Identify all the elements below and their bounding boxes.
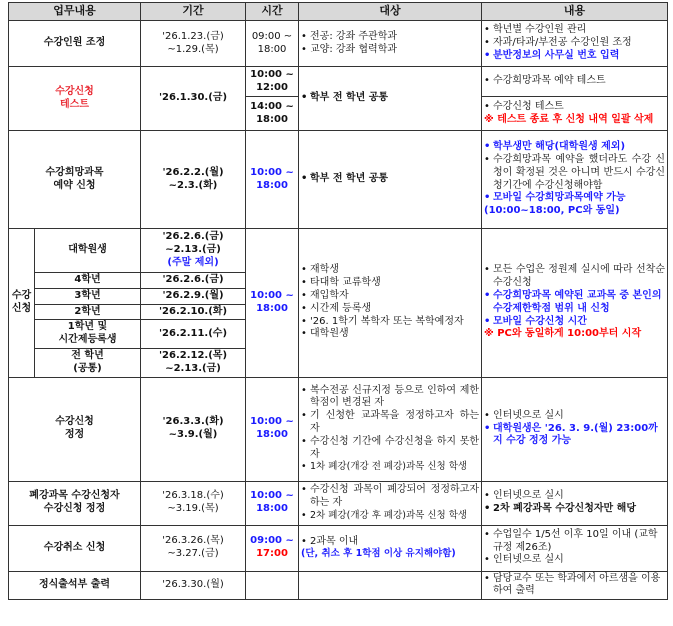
list-item: • 학년별 수강인원 관리: [484, 24, 665, 37]
task-cell: 수강신청 정정: [9, 377, 141, 481]
task-cell: 정식출석부 출력: [9, 571, 141, 600]
list-item: • 대학원생은 '26. 3. 9.(월) 23:00까지 수강 정정 가능: [484, 423, 665, 449]
list-item: • 2차 폐강과목 수강신청자만 해당: [484, 503, 665, 516]
time-cell: 14:00 ~ 18:00: [246, 97, 299, 131]
list-item: • 수강신청 과목이 폐강되어 정정하고자 하는 자: [301, 484, 479, 510]
list-item: • 타대학 교류학생: [301, 277, 479, 290]
list-item: • 모바일 수강희망과목예약 가능: [484, 192, 665, 205]
content-cell: [482, 67, 668, 97]
task-cell: 수강인원 조정: [9, 21, 141, 67]
sub-task-cell: 3학년: [35, 288, 141, 304]
list-item: • 자과/타과/부전공 수강인원 조정: [484, 37, 665, 50]
note-text: (10:00~18:00, PC와 동일): [484, 205, 620, 217]
list-item: • 2차 폐강(개강 후 폐강)과목 신청 학생: [301, 510, 479, 522]
content-cell: [482, 21, 668, 67]
list-item: • 담당교수 또는 학과에서 아르샘을 이용하여 출력: [484, 573, 665, 599]
note-text: ※ PC와 동일하게 10:00부터 시작: [484, 328, 642, 340]
period-cell: '26.2.9.(월): [141, 288, 246, 304]
sub-task-cell: 4학년: [35, 273, 141, 289]
list-item: • 수강신청 테스트: [484, 101, 665, 114]
content-cell: [482, 481, 668, 525]
content-cell: [482, 97, 668, 131]
list-item: • 전공: 강좌 주관학과: [301, 31, 479, 44]
table-row: [9, 571, 668, 600]
list-item: • 모든 수업은 정원제 실시에 따라 선착순 수강신청: [484, 264, 665, 290]
sub-task-cell: 2학년: [35, 304, 141, 320]
note-text: ※ 테스트 종료 후 신청 내역 일괄 삭제: [484, 113, 654, 125]
list-item: • '26. 1학기 복학자 또는 복학예정자: [301, 316, 479, 329]
task-cell: 폐강과목 수강신청자 수강신청 정정: [9, 481, 141, 525]
header-target: 대상: [299, 3, 482, 21]
list-item: • 재입학자: [301, 290, 479, 303]
task-cell: 수강신청 테스트: [9, 67, 141, 131]
period-cell: '26.2.12.(목) ~2.13.(금): [141, 348, 246, 377]
target-cell: [299, 131, 482, 229]
list-item: • 시간제 등록생: [301, 303, 479, 316]
header-time: 시간: [246, 3, 299, 21]
table-row: [9, 481, 668, 525]
task-cell: 수강취소 신청: [9, 525, 141, 571]
time-cell: 10:00 ~ 18:00: [246, 481, 299, 525]
list-item: • 모바일 수강신청 시간: [484, 316, 665, 329]
list-item: • 수강신청 기간에 수강신청을 하지 못한 자: [301, 436, 479, 462]
period-cell: '26.2.11.(수): [141, 320, 246, 349]
table-row: [9, 21, 668, 67]
time-cell: 10:00 ~ 18:00: [246, 229, 299, 378]
list-item: • 기 신청한 교과목을 정정하고자 하는 자: [301, 410, 479, 436]
list-item: • 수강희망과목 예약된 교과목 중 본인의 수강제한학점 범위 내 신청: [484, 290, 665, 316]
target-cell: [299, 525, 482, 571]
period-cell: '26.1.30.(금): [141, 67, 246, 131]
list-item: • 수업일수 1/5선 이후 10일 이내 (교학규정 제26조): [484, 529, 665, 555]
table-row: [9, 131, 668, 229]
target-cell: [299, 21, 482, 67]
list-item: • 인터넷으로 실시: [484, 554, 665, 567]
sub-task-cell: 전 학년 (공통): [35, 348, 141, 377]
target-cell: [299, 229, 482, 378]
time-cell: 10:00 ~ 12:00: [246, 67, 299, 97]
table-row: [9, 377, 668, 481]
time-cell: 10:00 ~ 18:00: [246, 131, 299, 229]
schedule-table: [8, 2, 668, 600]
list-item: • 분반정보의 사무실 번호 입력: [484, 50, 665, 63]
list-item: • 2과목 이내: [301, 536, 479, 549]
sub-task-cell: 대학원생: [35, 229, 141, 273]
list-item: • 교양: 강좌 협력학과: [301, 44, 479, 57]
target-cell: [299, 67, 482, 131]
content-cell: [482, 131, 668, 229]
target-cell: [299, 571, 482, 600]
list-item: • 1차 폐강(개강 전 폐강)과목 신청 학생: [301, 461, 479, 473]
content-cell: [482, 571, 668, 600]
list-item: • 수강희망과목 예약 테스트: [484, 75, 665, 88]
time-cell: [246, 571, 299, 600]
table-row: [9, 67, 668, 97]
table-row: [9, 525, 668, 571]
period-cell: '26.2.6.(금): [141, 273, 246, 289]
time-cell: 10:00 ~ 18:00: [246, 377, 299, 481]
list-item: • 학부생만 해당(대학원생 제외): [484, 141, 665, 154]
header-task: 업무내용: [9, 3, 141, 21]
header-content: 내용: [482, 3, 668, 21]
period-cell: '26.2.10.(화): [141, 304, 246, 320]
list-item: • 수강희망과목 예약을 했더라도 수강 신청이 확정된 것은 아니며 반드시 수강신청기간에 수강신청해야함: [484, 154, 665, 192]
period-cell: '26.3.30.(월): [141, 571, 246, 600]
list-item: • 대학원생: [301, 328, 479, 341]
list-item: • 학부 전 학년 공통: [301, 173, 479, 186]
time-cell: 09:00 ~ 18:00: [246, 21, 299, 67]
target-cell: [299, 377, 482, 481]
note-text: (단, 취소 후 1학점 이상 유지해야함): [301, 548, 456, 560]
table-row: [9, 229, 668, 273]
header-period: 기간: [141, 3, 246, 21]
period-cell: '26.2.6.(금) ~2.13.(금) (주말 제외): [141, 229, 246, 273]
content-cell: [482, 377, 668, 481]
list-item: • 인터넷으로 실시: [484, 410, 665, 423]
list-item: • 재학생: [301, 264, 479, 277]
target-cell: [299, 481, 482, 525]
group-cell: 수강 신청: [9, 229, 35, 378]
header-row: [9, 3, 668, 21]
list-item: • 학부 전 학년 공통: [301, 92, 479, 105]
period-cell: '26.2.2.(월) ~2.3.(화): [141, 131, 246, 229]
period-cell: '26.3.26.(목) ~3.27.(금): [141, 525, 246, 571]
content-cell: [482, 525, 668, 571]
period-cell: '26.3.3.(화) ~3.9.(월): [141, 377, 246, 481]
content-cell: [482, 229, 668, 378]
list-item: • 인터넷으로 실시: [484, 490, 665, 503]
time-cell: 09:00 ~ 17:00: [246, 525, 299, 571]
task-cell: 수강희망과목 예약 신청: [9, 131, 141, 229]
period-cell: '26.1.23.(금) ~1.29.(목): [141, 21, 246, 67]
period-cell: '26.3.18.(수) ~3.19.(목): [141, 481, 246, 525]
sub-task-cell: 1학년 및 시간제등록생: [35, 320, 141, 349]
list-item: • 복수전공 신규지정 등으로 인하여 제한학점이 변경된 자: [301, 385, 479, 411]
